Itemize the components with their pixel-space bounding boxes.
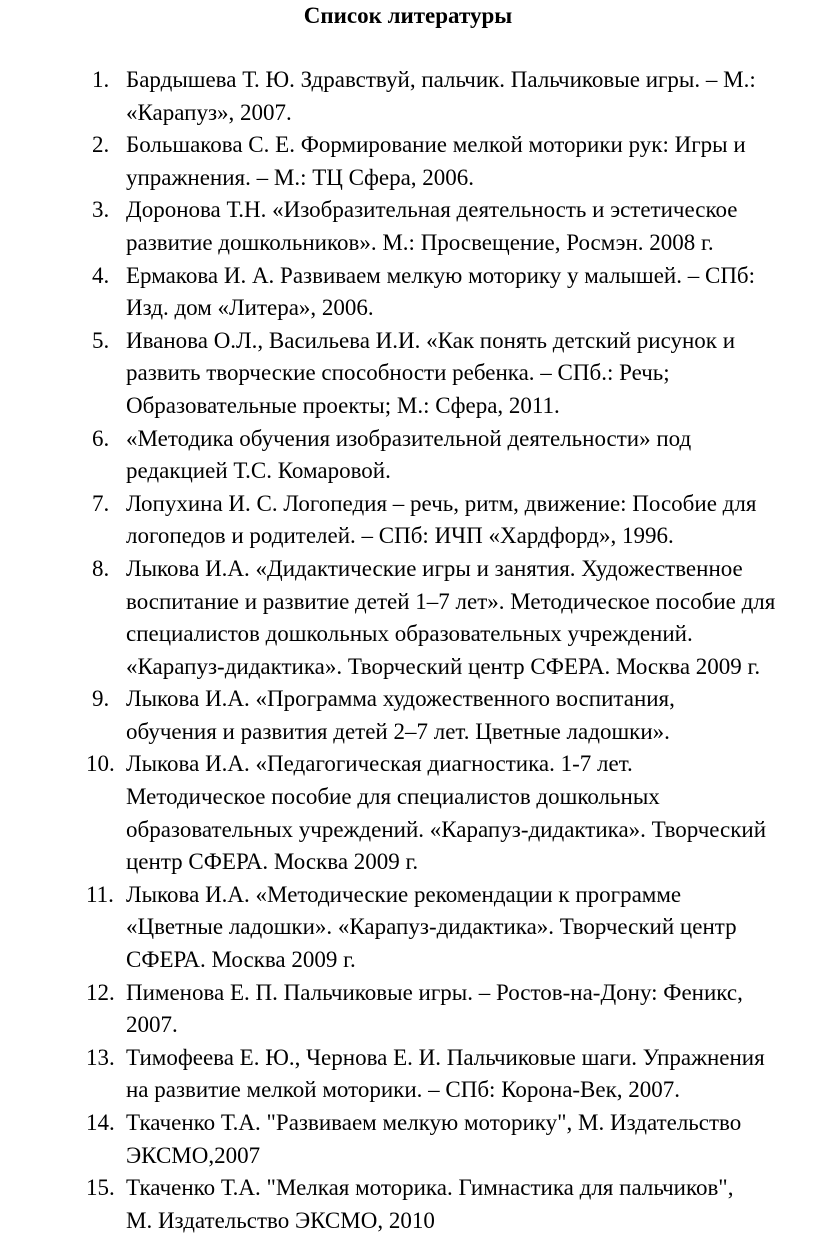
reference-text-line: Бардышева Т. Ю. Здравствуй, пальчик. Пальчиковые игры. – М.:: [126, 67, 756, 92]
reference-text-line: Лыкова И.А. «Методические рекомендации к программе: [126, 881, 682, 907]
reference-text-line: центр СФЕРА. Москва 2009 г.: [126, 849, 419, 875]
reference-text-line: образовательных учреждений. «Карапуз-дидактика». Творческий: [126, 816, 767, 842]
reference-item: [0, 748, 816, 878]
reference-number: 3.: [92, 197, 110, 223]
reference-number: 14.: [86, 1110, 115, 1135]
reference-text-line: ЭКСМО,2007: [126, 1142, 261, 1168]
reference-number: 9.: [92, 686, 110, 712]
reference-number: 5.: [92, 327, 110, 353]
reference-item: [0, 879, 816, 977]
reference-text-line: СФЕРА. Москва 2009 г.: [126, 947, 356, 973]
reference-item: [0, 129, 816, 194]
reference-text-line: Ермакова И. А. Развиваем мелкую моторику у малышей. – СПб:: [126, 262, 756, 288]
reference-text-line: Изд. дом «Литера», 2006.: [126, 295, 374, 321]
reference-text-line: «Методика обучения изобразительной деятельности» под: [126, 425, 692, 451]
reference-text-line: Большакова С. Е. Формирование мелкой моторики рук: Игры и: [126, 132, 746, 158]
reference-number: 15.: [86, 1175, 115, 1201]
reference-text-line: Методическое пособие для специалистов дошкольных: [126, 784, 660, 810]
reference-number: 6.: [92, 425, 110, 451]
reference-text-line: Лыкова И.А. «Дидактические игры и занятия. Художественное: [126, 555, 743, 581]
reference-number: 12.: [86, 979, 115, 1005]
reference-number: 10.: [86, 751, 115, 777]
reference-number: 7.: [92, 490, 110, 516]
reference-text-line: «Цветные ладошки». «Карапуз-дидактика». Творческий центр: [126, 914, 737, 940]
reference-text-line: обучения и развития детей 2–7 лет. Цветные ладошки».: [126, 718, 670, 744]
reference-item: [0, 977, 816, 1042]
reference-number: 1.: [92, 67, 110, 92]
reference-item: [0, 1172, 816, 1237]
reference-item: [0, 1107, 816, 1172]
reference-text-line: на развитие мелкой моторики. – СПб: Корона-Век, 2007.: [126, 1077, 681, 1103]
page-title: Список литературы: [303, 3, 513, 28]
reference-text-line: Ткаченко Т.А. "Развиваем мелкую моторику", М. Издательство: [126, 1110, 742, 1135]
reference-text-line: 2007.: [126, 1012, 178, 1038]
reference-text-line: развитие дошкольников». М.: Просвещение, Росмэн. 2008 г.: [126, 229, 714, 255]
reference-text-line: Лопухина И. С. Логопедия – речь, ритм, движение: Пособие для: [126, 490, 757, 516]
reference-list: [0, 64, 816, 1237]
reference-text-line: логопедов и родителей. – СПб: ИЧП «Хардфорд», 1996.: [126, 523, 674, 549]
reference-item: [0, 553, 816, 683]
reference-text-line: Ткаченко Т.А. "Мелкая моторика. Гимнастика для пальчиков",: [126, 1175, 734, 1201]
reference-text-line: упражнения. – М.: ТЦ Сфера, 2006.: [126, 164, 475, 190]
reference-text-line: Пименова Е. П. Пальчиковые игры. – Ростов-на-Дону: Феникс,: [126, 979, 743, 1005]
reference-text-line: развить творческие способности ребенка. – СПб.: Речь;: [126, 360, 670, 386]
reference-number: 11.: [86, 881, 114, 907]
reference-item: [0, 194, 816, 259]
reference-number: 4.: [92, 262, 110, 288]
reference-item: [0, 260, 816, 325]
reference-text-line: Образовательные проекты; М.: Сфера, 2011.: [126, 392, 560, 418]
reference-text-line: Лыкова И.А. «Педагогическая диагностика. 1-7 лет.: [126, 751, 633, 777]
reference-text-line: Лыкова И.А. «Программа художественного воспитания,: [126, 686, 675, 712]
reference-text-line: специалистов дошкольных образовательных учреждений.: [126, 621, 693, 647]
reference-number: 13.: [86, 1044, 115, 1070]
reference-item: [0, 683, 816, 748]
reference-text-line: воспитание и развитие детей 1–7 лет». Методическое пособие для: [126, 588, 776, 614]
reference-text-line: Доронова Т.Н. «Изобразительная деятельность и эстетическое: [126, 197, 738, 223]
reference-text-line: «Карапуз-дидактика». Творческий центр СФЕРА. Москва 2009 г.: [126, 653, 761, 679]
reference-item: [0, 64, 816, 129]
reference-item: [0, 488, 816, 553]
reference-item: [0, 1042, 816, 1107]
reference-item: [0, 325, 816, 423]
reference-text-line: Иванова О.Л., Васильева И.И. «Как понять детский рисунок и: [126, 327, 736, 353]
reference-text-line: Тимофеева Е. Ю., Чернова Е. И. Пальчиковые шаги. Упражнения: [126, 1044, 765, 1070]
reference-number: 8.: [92, 555, 110, 581]
reference-text-line: редакцией Т.С. Комаровой.: [126, 458, 391, 484]
reference-number: 2.: [92, 132, 110, 158]
reference-text-line: «Карапуз», 2007.: [126, 99, 292, 125]
reference-item: [0, 423, 816, 488]
reference-text-line: М. Издательство ЭКСМО, 2010: [126, 1207, 435, 1233]
